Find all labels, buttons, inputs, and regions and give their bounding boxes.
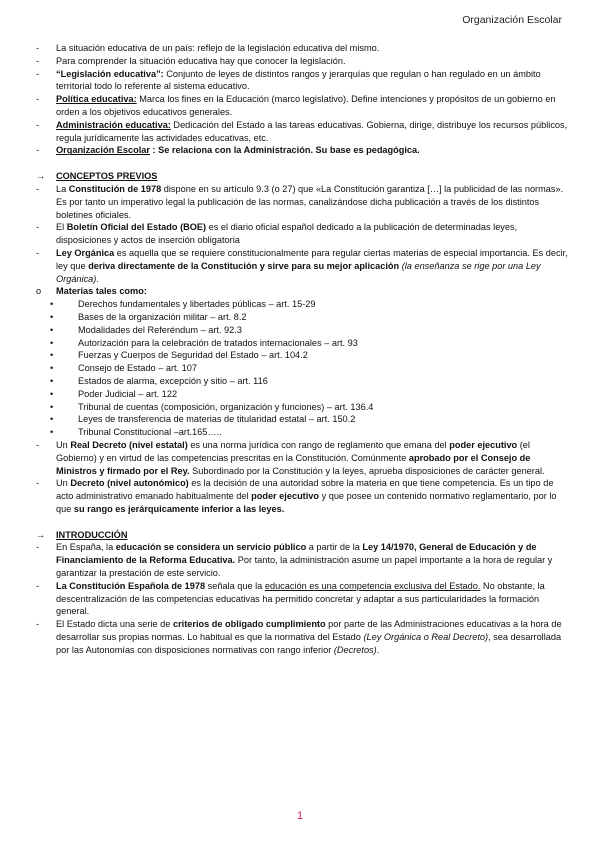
list-item: - En España, la educación se considera un servicio público a partir de la Ley 14/1970, General de Educación y de Financiamiento de la Reforma Educativa. Por tanto, la administración asume un papel importante a la hora de regular y garantizar la prestación de este servicio. bbox=[36, 542, 553, 579]
term: Administración educativa: bbox=[56, 119, 171, 130]
materia-item: • Modalidades del Referéndum – art. 92.3 bbox=[50, 324, 242, 335]
materia-item: • Derechos fundamentales y libertades públicas – art. 15-29 bbox=[50, 299, 316, 310]
arrow-right-icon: → bbox=[36, 529, 46, 540]
term: “Legislación educativa”: bbox=[56, 68, 164, 79]
materias-heading: o Materias tales como: bbox=[36, 286, 147, 297]
list-item: - La Constitución de 1978 dispone en su artículo 9.3 (o 27) que «La Constitución garantiza […] la publicidad de las normas». Es por tanto un imperativo legal la publicación de las normas, canalizándose dicha publicación a través de los distintos boletines oficiales. bbox=[36, 183, 564, 220]
materia-item: • Autorización para la celebración de tratados internacionales – art. 93 bbox=[50, 337, 358, 348]
bullet-icon: • bbox=[50, 375, 54, 386]
page-header-title: Organización Escolar bbox=[462, 14, 562, 26]
list-item: - La Constitución Española de 1978 señala que la educación es una competencia exclusiva del Estado. No obstante, la descentralización de las competencias educativas ha permitido concretar y adaptar a sus particularidades la formación general. bbox=[36, 580, 545, 617]
section-heading-introduccion: → INTRODUCCIÓN bbox=[36, 529, 128, 540]
bullet-icon: • bbox=[50, 401, 54, 412]
list-item: - “Legislación educativa”: Conjunto de leyes de distintos rangos y jerarquías que regulan o han regulado en un ámbito territorial todo lo referente al sistema educativo. bbox=[36, 68, 541, 92]
materia-item: • Consejo de Estado – art. 107 bbox=[50, 363, 198, 374]
bullet-icon: • bbox=[50, 427, 54, 438]
list-item: - Ley Orgánica es aquella que se requiere constitucionalmente para regular ciertas materias de especial importancia. Es decir, ley que deriva directamente de la Constitución y sirve para su mejor aplicación (la enseñanza se rige por una Ley Orgánica). bbox=[36, 247, 568, 284]
bullet-icon: • bbox=[50, 337, 54, 348]
list-item: - El Boletín Oficial del Estado (BOE) es el diario oficial español dedicado a la publicación de determinadas leyes, disposiciones y actos de inserción obligatoria bbox=[36, 222, 518, 246]
bullet-icon: • bbox=[50, 414, 54, 425]
bullet-icon: • bbox=[50, 350, 54, 361]
list-item: - Política educativa: Marca los fines en la Educación (marco legislativo). Define intenciones y propósitos de un gobierno en orden a los objetivos educativos generales. bbox=[36, 94, 556, 117]
bullet-icon: • bbox=[50, 363, 54, 374]
materia-item: • Bases de la organización militar – art. 8.2 bbox=[50, 311, 247, 322]
list-item: - Para comprender la situación educativa hay que conocer la legislación. bbox=[36, 55, 346, 66]
bullet-icon: • bbox=[50, 388, 54, 399]
materia-item: • Fuerzas y Cuerpos de Seguridad del Estado – art. 104.2 bbox=[50, 350, 308, 361]
term: Organización Escolar bbox=[56, 145, 150, 156]
materia-item: • Poder Judicial – art. 122 bbox=[50, 388, 178, 399]
bullet-icon: • bbox=[50, 299, 54, 310]
list-item: - Administración educativa: Dedicación del Estado a las tareas educativas. Gobierna, dirige, distribuye los recursos públicos, regula jurídicamente las actividades educativas, etc. bbox=[36, 119, 568, 143]
bullet-icon: • bbox=[50, 311, 54, 322]
term: Política educativa: bbox=[56, 94, 137, 105]
document-body bbox=[36, 42, 568, 657]
materia-item: • Leyes de transferencia de materias de titularidad estatal – art. 150.2 bbox=[50, 414, 356, 425]
arrow-right-icon: → bbox=[36, 171, 46, 182]
materia-item: • Tribunal de cuentas (composición, organización y funciones) – art. 136.4 bbox=[50, 401, 374, 412]
list-item: - Un Decreto (nivel autonómico) es la decisión de una autoridad sobre la materia en que tiene competencia. Es un tipo de acto administrativo emanado habitualmente del poder ejecutivo y que posee un contenido normativo reglamentario, por lo que su rango es jerárquicamente inferior a las leyes. bbox=[36, 478, 557, 514]
page-number: 1 bbox=[296, 810, 304, 822]
materias-list bbox=[36, 298, 568, 439]
section-heading-conceptos-previos: → CONCEPTOS PREVIOS bbox=[36, 171, 158, 182]
list-item: - Un Real Decreto (nivel estatal) es una norma jurídica con rango de reglamento que emana del poder ejecutivo (el Gobierno) y en virtud de las competencias prescritas en la Constitución. Comúnmente aprobado por el Consejo de Ministros y firmado por el Rey. Subordinado por la Constitución y la leyes, aprueba disposiciones de carácter general. bbox=[36, 439, 545, 476]
materia-item: • Tribunal Constitucional –art.165….. bbox=[50, 427, 222, 438]
intro-list bbox=[36, 42, 568, 157]
circle-bullet-icon: o bbox=[36, 286, 42, 297]
list-item: - La situación educativa de un país: reflejo de la legislación educativa del mismo. bbox=[36, 43, 380, 53]
materia-item: • Estados de alarma, excepción y sitio – art. 116 bbox=[50, 375, 268, 386]
list-item: - Organización Escolar : Se relaciona con la Administración. Su base es pedagógica. bbox=[36, 145, 420, 156]
list-item: - El Estado dicta una serie de criterios de obligado cumplimiento por parte de las Administraciones educativas a la hora de desarrollar sus propias normas. Lo habitual es que la normativa del Estado (Ley Orgánica o Real Decreto), sea desarrollada por las Autonomías con disposiciones normativas con rango inferior (Decretos). bbox=[36, 619, 562, 655]
bullet-icon: • bbox=[50, 324, 54, 335]
